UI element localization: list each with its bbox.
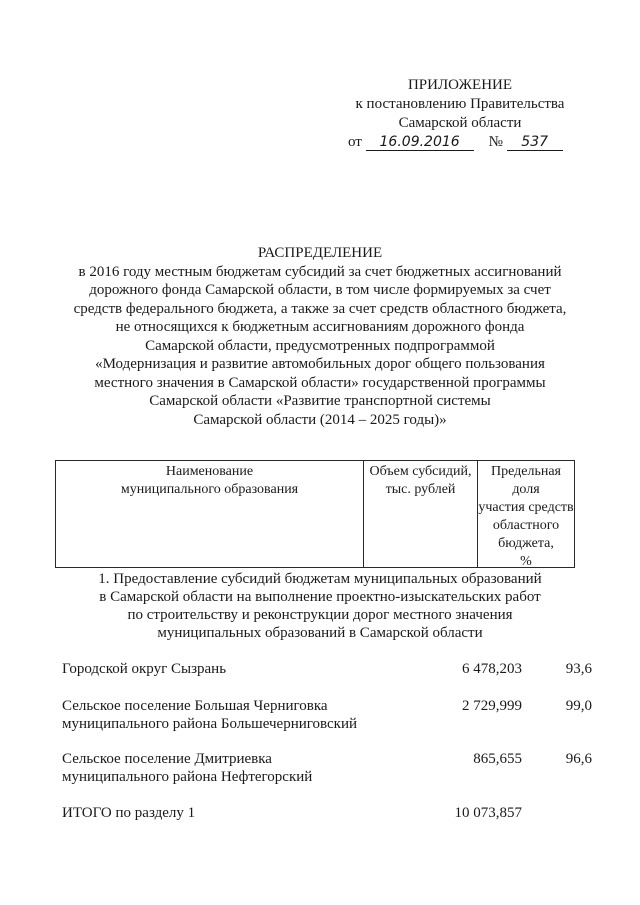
number-label: № — [488, 134, 503, 150]
header-text: % — [520, 554, 532, 569]
title-line: Самарской области (2014 – 2025 годы)» — [193, 411, 447, 428]
title-line: дорожного фонда Самарской области, в том числе формируемых за счет — [89, 282, 551, 298]
title-line: в 2016 году местным бюджетам субсидий за счет бюджетных ассигнований — [78, 263, 562, 280]
section-line: муниципальных образований в Самарской области — [157, 625, 483, 641]
header-text: доля — [512, 482, 540, 497]
header-volume — [364, 461, 478, 567]
total-volume: 10 073,857 — [454, 805, 522, 821]
appendix-header — [340, 76, 580, 152]
title-line: не относящихся к бюджетным ассигнованиям дорожного фонда — [115, 319, 525, 335]
document-title — [70, 244, 570, 429]
appendix-line-3: Самарской области — [398, 115, 522, 131]
row-name-line: Городской округ Сызрань — [62, 661, 227, 677]
header-share — [478, 461, 574, 567]
header-text: бюджета, — [498, 536, 554, 551]
row-name — [62, 697, 372, 733]
appendix-line-2: к постановлению Правительства — [355, 96, 565, 112]
row-share: 93,6 — [565, 661, 592, 677]
from-label: от — [348, 134, 362, 150]
section-title — [60, 570, 580, 642]
row-name-line: Сельское поселение Дмитриевка — [62, 751, 272, 767]
title-line: местного значения в Самарской области» государственной программы — [94, 374, 546, 391]
handwritten-date: 16.09.2016 — [366, 134, 474, 151]
header-text: Объем субсидий, — [369, 464, 472, 479]
row-share: 99,0 — [565, 698, 592, 714]
row-volume: 865,655 — [473, 751, 522, 767]
handwritten-number: 537 — [507, 134, 563, 151]
header-text: Предельная — [491, 464, 561, 479]
header-text: тыс. рублей — [385, 482, 456, 497]
table-header — [55, 460, 575, 568]
title-heading: РАСПРЕДЕЛЕНИЕ — [257, 245, 383, 261]
title-line: Самарской области «Развитие транспортной системы — [149, 393, 491, 409]
title-line: средств федерального бюджета, а также за счет средств областного бюджета, — [73, 300, 567, 317]
row-volume: 2 729,999 — [462, 698, 522, 714]
section-line: 1. Предоставление субсидий бюджетам муниципальных образований — [98, 571, 542, 587]
title-line: «Модернизация и развитие автомобильных дорог общего пользования — [95, 356, 545, 372]
appendix-title: ПРИЛОЖЕНИЕ — [407, 77, 513, 93]
row-name-line: Сельское поселение Большая Черниговка — [62, 698, 328, 714]
row-volume: 6 478,203 — [462, 661, 522, 677]
row-name — [62, 750, 372, 786]
section-line: в Самарской области на выполнение проектно-изыскательских работ — [99, 589, 541, 605]
header-text: областного — [492, 518, 560, 533]
section-line: по строительству и реконструкции дорог местного значения — [127, 607, 513, 623]
header-municipality — [56, 461, 364, 567]
header-text: участия средств — [478, 500, 574, 515]
row-name-line: муниципального района Большечерниговский — [62, 716, 358, 732]
row-share: 96,6 — [565, 751, 592, 767]
title-line: Самарской области, предусмотренных подпрограммой — [145, 337, 495, 354]
total-label: ИТОГО по разделу 1 — [62, 805, 196, 821]
header-text: муниципального образования — [120, 482, 299, 497]
appendix-sign-line — [340, 133, 580, 152]
header-text: Наименование — [165, 464, 254, 479]
row-name-line: муниципального района Нефтегорский — [62, 769, 313, 785]
row-name — [62, 660, 372, 678]
